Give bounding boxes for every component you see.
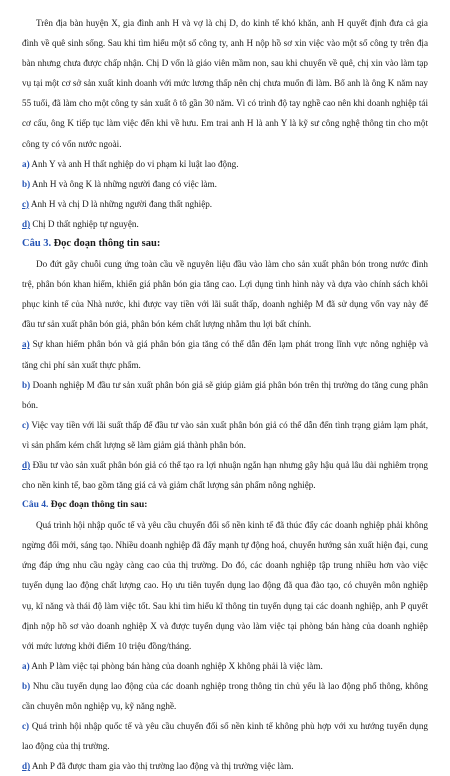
option-a [22, 656, 428, 676]
option-label: d) [22, 761, 31, 772]
option-text: Sự khan hiếm phân bón và giá phân bón gia tăng có thể dẫn đến lạm phát trong lĩnh vực nông nghiệp và tăng chi phí sản xuất thực phẩm. [22, 339, 429, 370]
option-label: b) [22, 379, 31, 390]
option-b [22, 174, 428, 194]
option-text: Anh P làm việc tại phòng bán hàng của doanh nghiệp X không phải là việc làm. [31, 660, 323, 671]
option-text: Anh Y và anh H thất nghiệp do vi phạm kỉ luật lao động. [31, 158, 239, 169]
option-label: d) [22, 459, 31, 470]
option-text: Đầu tư vào sản xuất phân bón giả có thể tạo ra lợi nhuận ngắn hạn nhưng gây hậu quả lâu dài nghiêm trọng cho nền kinh tế, bao gồm tăng giá cả và giảm chất lượng sản phẩm nông nghiệp. [22, 459, 428, 491]
option-label: a) [22, 660, 30, 671]
option-text: Nhu cầu tuyển dụng lao động của các doanh nghiệp trong thông tin chủ yếu là lao động phổ thông, không cần chuyên môn nghiệp vụ, kỹ năng nghề. [22, 680, 428, 711]
scenario-paragraph: Trên địa bàn huyện X, gia đình anh H và vợ là chị D, do kinh tế khó khăn, anh H quyết định đưa cả gia đình về quê sinh sống. Sau khi tìm hiểu một số công ty, anh H nộp hồ sơ xin việc vào một số công ty trên địa bàn nhưng chưa được chấp nhận. Chị D vốn là giáo viên mầm non, sau khi chuyển về quê, chị xin vào làm tạp vụ tại một cơ sở sản xuất kinh doanh với mức lương thấp nên chị chưa muốn đi làm. Bố anh là ông K năm nay 55 tuổi, đã làm cho một công ty sản xuất ô tô gần 30 năm. Vì có trình độ tay nghề cao nên khi doanh nghiệp tái cơ cấu, ông K tiếp tục làm việc đến khi về hưu. Em trai anh H là anh Y là kỹ sư công nghệ thông tin cho một công ty có vốn nước ngoài. [22, 18, 428, 149]
option-c [22, 415, 428, 455]
option-c [22, 194, 428, 214]
question-title: Đọc đoạn thông tin sau: [53, 238, 161, 250]
option-label: a) [22, 158, 30, 169]
question-4-passage: Quá trình hội nhập quốc tế và yêu cầu chuyển đổi số nền kinh tế đã thúc đẩy các doanh nghiệp phải không ngừng đổi mới, sáng tạo. Nhiều doanh nghiệp đã đẩy mạnh tự động hoá, chuyển hướng sản xuất hiện đại, cung ứng đáp ứng nhu cầu ngày càng cao của thị trường. Do đó, các doanh nghiệp tập trung nhiều hơn vào việc tuyển dụng lao động chất lượng cao. Họ ưu tiên tuyển dụng lao động đã qua đào tạo, có chuyên môn nghiệp vụ, kĩ năng và thái độ làm việc tốt. Sau khi tìm hiểu kĩ thông tin tuyển dụng tại các doanh nghiệp, anh P quyết định nộp hồ sơ vào doanh nghiệp X và được tuyển dụng vào làm việc tại phòng bán hàng của doanh nghiệp với mức lương khởi điểm 10 triệu đồng/tháng. [22, 520, 428, 651]
option-b [22, 676, 428, 716]
option-b [22, 375, 428, 415]
option-label: b) [22, 178, 31, 189]
question-title: Đọc đoạn thông tin sau: [50, 500, 148, 511]
option-label: c) [22, 419, 30, 430]
option-label: c) [22, 721, 30, 732]
option-a [22, 334, 428, 374]
option-text: Anh P đã được tham gia vào thị trường lao động và thị trường việc làm. [31, 761, 294, 772]
question-4-heading [22, 495, 428, 515]
option-label: c) [22, 198, 30, 209]
option-d [22, 455, 428, 495]
option-text: Anh H và ông K là những người đang có việc làm. [31, 178, 217, 189]
option-text: Chị D thất nghiệp tự nguyện. [32, 218, 139, 229]
question-number: Câu 3. [22, 238, 52, 250]
option-text: Việc vay tiền với lãi suất thấp để đầu tư vào sản xuất phân bón giả có thể dẫn đến tình trạng giảm lạm phát, vì sản phẩm kém chất lượng sẽ làm giảm giá thành phân bón. [22, 419, 428, 450]
option-text: Doanh nghiệp M đầu tư sản xuất phân bón giả sẽ giúp giảm giá phân bón trên thị trường do tăng cung phân bón. [22, 379, 429, 410]
option-a [22, 154, 428, 174]
question-3-passage: Do đứt gãy chuỗi cung ứng toàn cầu về nguyên liệu đầu vào làm cho sản xuất phân bón trong nước đình trệ, phân bón khan hiếm, khiến giá phân bón gia tăng cao. Lợi dụng tình hình này và dựa vào chính sách khôi phục kinh tế của Nhà nước, khi được vay tiền với lãi suất thấp, doanh nghiệp M đã sử dụng vốn vay này để đầu tư sản xuất phân bón giả, phân bón kém chất lượng nhằm thu lợi bất chính. [22, 259, 428, 330]
question-number: Câu 4. [22, 500, 49, 511]
option-c [22, 716, 428, 756]
option-d [22, 214, 428, 234]
option-text: Anh H và chị D là những người đang thất nghiệp. [30, 198, 213, 209]
option-text: Quá trình hội nhập quốc tế và yêu cầu chuyển đổi số nền kinh tế không phù hợp với xu hướng tuyển dụng lao động của thị trường. [22, 721, 428, 752]
option-d [22, 756, 428, 776]
question-3-heading [22, 234, 428, 254]
option-label: b) [22, 680, 31, 691]
option-label: a) [22, 339, 30, 350]
option-label: d) [22, 218, 31, 229]
